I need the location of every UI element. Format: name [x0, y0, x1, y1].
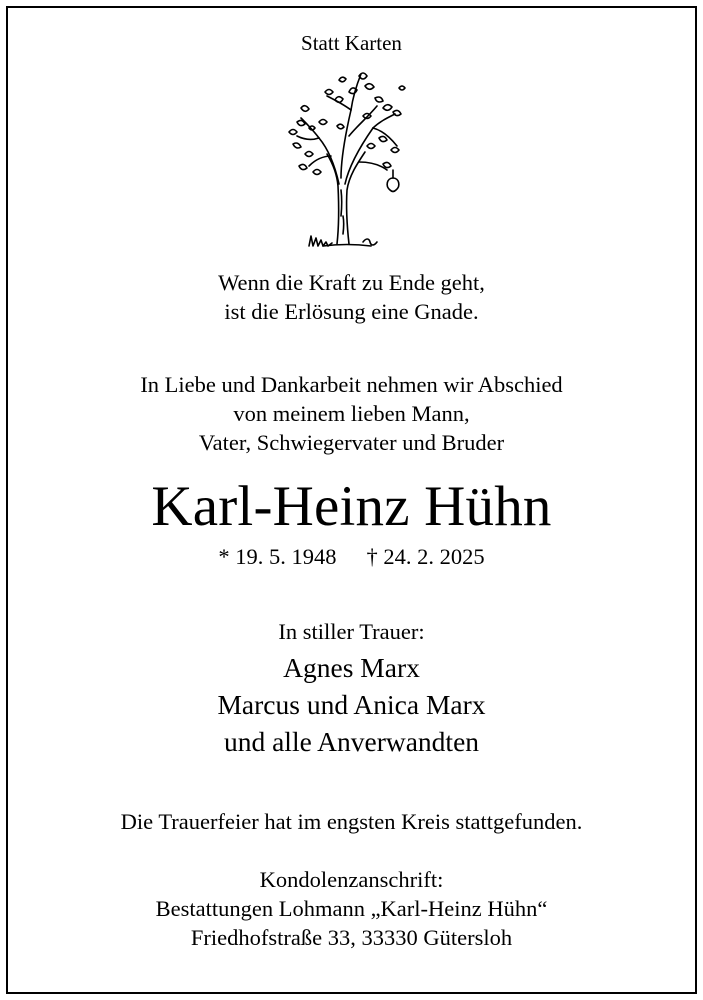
tree-drawing-icon [279, 66, 409, 256]
header-text: Statt Karten [301, 31, 402, 55]
birth-date: * 19. 5. 1948 [218, 544, 337, 569]
intro-line-1: In Liebe und Dankarbeit nehmen wir Abschied [140, 372, 563, 397]
life-dates [0, 546, 703, 569]
mourners-label: In stiller Trauer: [278, 619, 425, 644]
intro-line-2: von meinem lieben Mann, [233, 401, 470, 426]
mourner-name: und alle Anverwandten [223, 726, 480, 757]
condolence-address-line-2: Friedhofstraße 33, 33330 Gütersloh [190, 925, 513, 950]
verse-line-1: Wenn die Kraft zu Ende geht, [218, 270, 485, 295]
mourner-name: Marcus und Anica Marx [217, 689, 486, 720]
condolence-address-line-1: Bestattungen Lohmann „Karl-Heinz Hühn“ [155, 896, 548, 921]
condolence-label: Kondolenzanschrift: [259, 867, 444, 892]
intro-line-3: Vater, Schwiegervater und Bruder [198, 430, 505, 455]
ceremony-note: Die Trauerfeier hat im engsten Kreis stattgefunden. [120, 809, 583, 834]
deceased-name: Karl-Heinz Hühn [151, 475, 552, 538]
verse-line-2: ist die Erlösung eine Gnade. [224, 299, 479, 324]
mourner-name: Agnes Marx [283, 652, 420, 683]
death-date: † 24. 2. 2025 [366, 544, 485, 569]
